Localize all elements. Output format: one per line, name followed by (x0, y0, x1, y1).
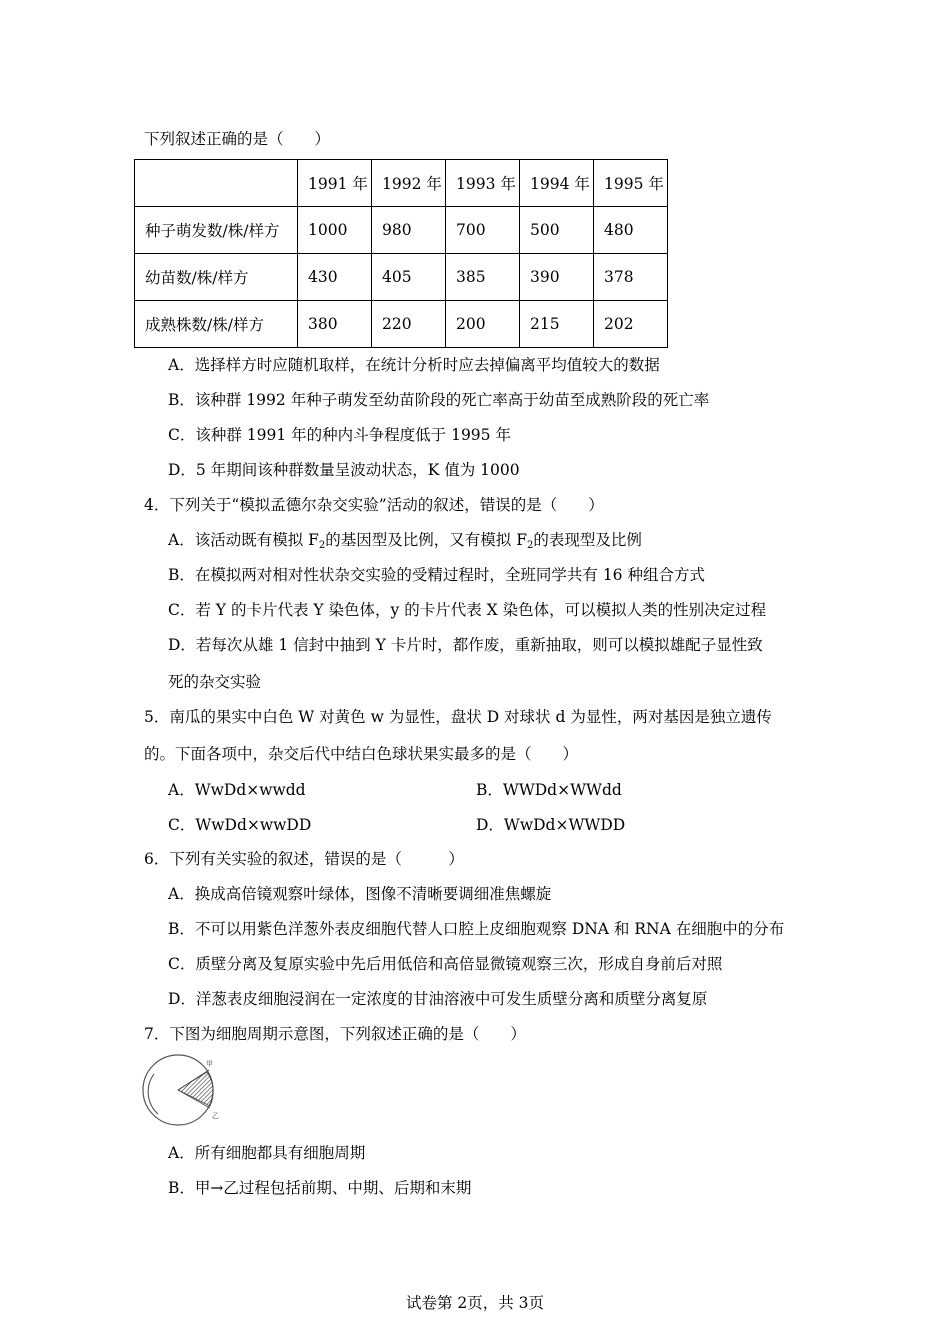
q5-option-d: D．WwDd×WWDD (476, 816, 626, 834)
q3-option-b: B．该种群 1992 年种子萌发至幼苗阶段的死亡率高于幼苗至成熟阶段的死亡率 (168, 391, 710, 409)
table-cell: 390 (520, 254, 594, 301)
q3-stem: 下列叙述正确的是（ ） (144, 130, 331, 148)
q4-option-b: B．在模拟两对相对性状杂交实验的受精过程时，全班同学共有 16 种组合方式 (168, 566, 705, 584)
table-header-cell: 1993 年 (446, 160, 520, 207)
table-cell: 980 (372, 207, 446, 254)
table-cell: 480 (594, 207, 668, 254)
q6-stem: 6．下列有关实验的叙述，错误的是（ ） (144, 850, 464, 868)
table-cell: 500 (520, 207, 594, 254)
table-cell: 430 (298, 254, 372, 301)
table-cell: 215 (520, 301, 594, 348)
q7-stem: 7．下图为细胞周期示意图，下列叙述正确的是（ ） (144, 1025, 526, 1043)
arrow-arc (148, 1074, 158, 1114)
q5-stem: 5．南瓜的果实中白色 W 对黄色 w 为显性，盘状 D 对球状 d 为显性，两对基因是独立遗传 (144, 708, 772, 726)
label-jia: 甲 (206, 1060, 213, 1068)
q3-option-a: A．选择样方时应随机取样，在统计分析时应去掉偏离平均值较大的数据 (168, 356, 660, 374)
table-header-cell: 1992 年 (372, 160, 446, 207)
table-cell: 202 (594, 301, 668, 348)
q3-option-c: C．该种群 1991 年的种内斗争程度低于 1995 年 (168, 426, 511, 444)
mitosis-sector (178, 1072, 213, 1106)
table-cell: 700 (446, 207, 520, 254)
q3-option-d: D．5 年期间该种群数量呈波动状态，K 值为 1000 (168, 461, 520, 479)
table-row-label: 成熟株数/株/样方 (135, 301, 298, 348)
q4-option-a (168, 530, 642, 550)
table-row-label: 幼苗数/株/样方 (135, 254, 298, 301)
q4-option-a-text: 的基因型及比例，又有模拟 F (325, 531, 527, 549)
table-header-row (135, 160, 668, 207)
table-row (135, 254, 668, 301)
table-cell: 1000 (298, 207, 372, 254)
table-cell: 405 (372, 254, 446, 301)
q4-option-d-continued: 死的杂交实验 (168, 673, 262, 691)
q5-option-a: A．WwDd×wwdd (168, 781, 306, 799)
q7-option-a: A．所有细胞都具有细胞周期 (168, 1144, 366, 1162)
q6-option-c: C．质壁分离及复原实验中先后用低倍和高倍显微镜观察三次，形成自身前后对照 (168, 955, 723, 973)
table-row (135, 207, 668, 254)
subscript: 2 (526, 540, 534, 551)
table-cell: 380 (298, 301, 372, 348)
label-yi: 乙 (212, 1112, 219, 1120)
table-row-label: 种子萌发数/株/样方 (135, 207, 298, 254)
cell-cycle-diagram (140, 1052, 240, 1130)
table-cell: 200 (446, 301, 520, 348)
q4-option-a-text: 的表现型及比例 (533, 531, 642, 549)
q6-option-a: A．换成高倍镜观察叶绿体，图像不清晰要调细准焦螺旋 (168, 885, 552, 903)
table-header-cell: 1994 年 (520, 160, 594, 207)
table-header-cell: 1991 年 (298, 160, 372, 207)
q6-option-b: B．不可以用紫色洋葱外表皮细胞代替人口腔上皮细胞观察 DNA 和 RNA 在细胞中的分布 (168, 920, 785, 938)
table-cell: 220 (372, 301, 446, 348)
q5-stem-continued: 的。下面各项中，杂交后代中结白色球状果实最多的是（ ） (144, 745, 579, 763)
q4-option-c: C．若 Y 的卡片代表 Y 染色体，y 的卡片代表 X 染色体，可以模拟人类的性别决定过程 (168, 601, 767, 619)
page-footer: 试卷第 2页，共 3页 (405, 1294, 545, 1312)
q6-option-d: D．洋葱表皮细胞浸润在一定浓度的甘油溶液中可发生质壁分离和质壁分离复原 (168, 990, 708, 1008)
table-header-cell: 1995 年 (594, 160, 668, 207)
q7-option-b: B．甲→乙过程包括前期、中期、后期和末期 (168, 1179, 472, 1197)
table-header-cell (135, 160, 298, 207)
q4-option-d: D．若每次从雄 1 信封中抽到 Y 卡片时，都作废，重新抽取，则可以模拟雄配子显性致 (168, 636, 763, 654)
data-table (134, 159, 668, 348)
q4-stem: 4．下列关于“模拟孟德尔杂交实验”活动的叙述，错误的是（ ） (144, 496, 604, 514)
q5-option-b: B．WWDd×WWdd (476, 781, 622, 799)
subscript: 2 (318, 540, 326, 551)
table-cell: 385 (446, 254, 520, 301)
q5-option-c: C．WwDd×wwDD (168, 816, 312, 834)
table-row (135, 301, 668, 348)
table-cell: 378 (594, 254, 668, 301)
q4-option-a-text: A．该活动既有模拟 F (168, 531, 319, 549)
